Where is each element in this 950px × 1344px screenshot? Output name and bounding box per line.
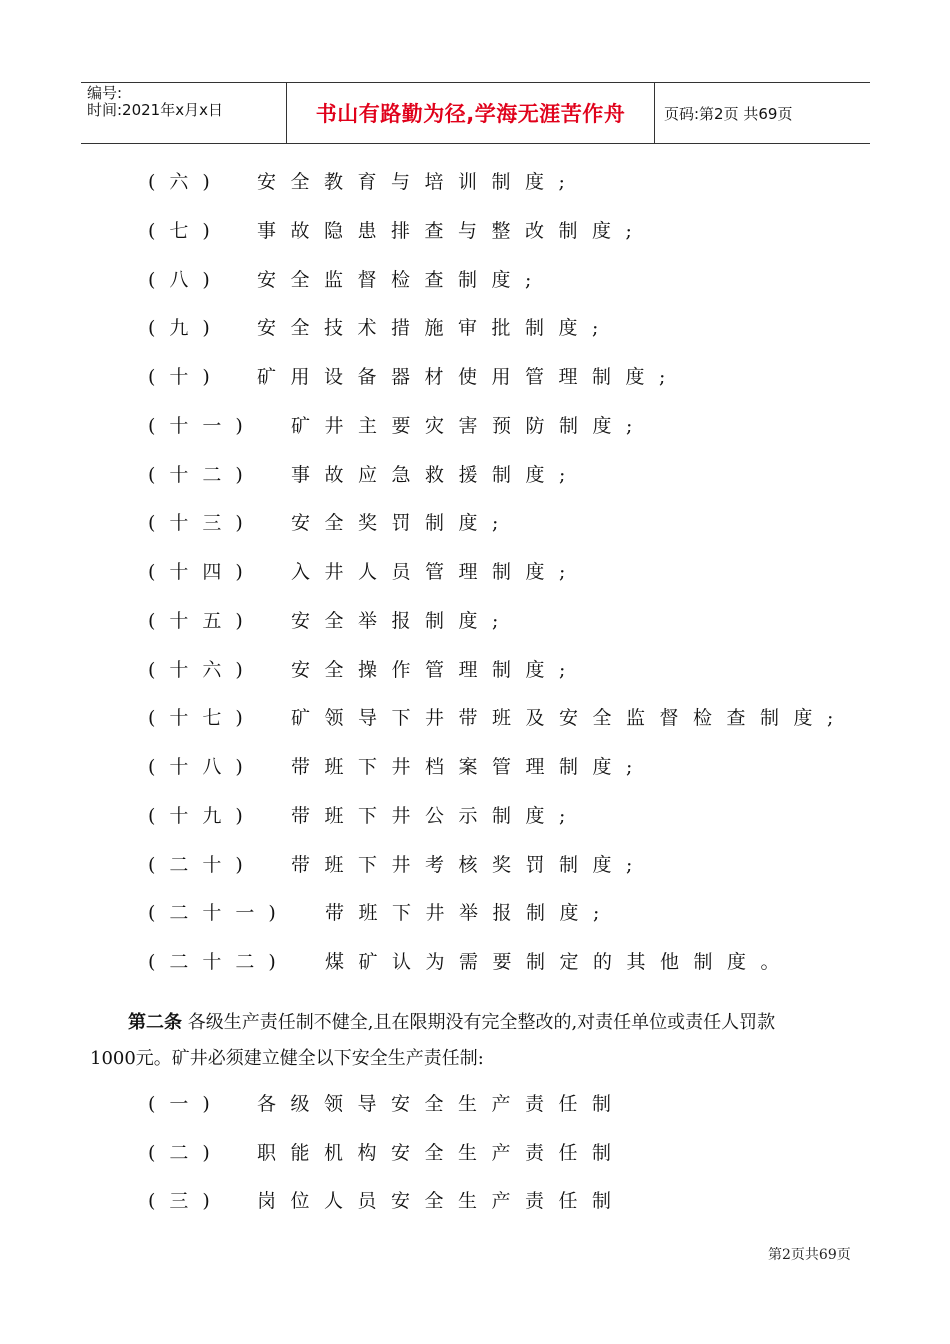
item-number: (二十一) [148, 902, 290, 924]
item-text: 安全教育与培训制度; [257, 171, 580, 193]
article-text-line2: 1000元。矿井必须建立健全以下安全生产责任制: [90, 1048, 484, 1069]
header-info [87, 85, 287, 119]
serial-label: 编号: [87, 84, 123, 102]
item-text: 各级领导安全生产责任制 [257, 1093, 626, 1115]
item-number: (三) [148, 1190, 224, 1212]
item-text: 煤矿认为需要制定的其他制度。 [325, 951, 795, 973]
item-text: 矿用设备器材使用管理制度; [257, 366, 680, 388]
item-number: (二) [148, 1142, 224, 1164]
article-paragraph [90, 1005, 865, 1077]
item-number: (二十) [148, 854, 257, 876]
header-divider [654, 83, 655, 143]
page-header [81, 82, 870, 144]
item-text: 安全操作管理制度; [291, 659, 580, 681]
item-text: 事故隐患排查与整改制度; [257, 220, 647, 242]
item-text: 矿井主要灾害预防制度; [291, 415, 647, 437]
article-text-line1: 各级生产责任制不健全,且在限期没有完全整改的,对责任单位或责任人罚款 [187, 1012, 776, 1033]
item-text: 事故应急救援制度; [291, 464, 580, 486]
item-number: (十六) [148, 659, 257, 681]
item-text: 安全监督检查制度; [257, 269, 546, 291]
item-number: (九) [148, 317, 224, 339]
item-text: 矿领导下井带班及安全监督检查制度; [291, 707, 848, 729]
item-text: 带班下井考核奖罚制度; [291, 854, 647, 876]
item-number: (十五) [148, 610, 257, 632]
item-text: 职能机构安全生产责任制 [257, 1142, 626, 1164]
item-text: 岗位人员安全生产责任制 [257, 1190, 626, 1212]
item-text: 带班下井公示制度; [291, 805, 580, 827]
item-number: (十) [148, 366, 224, 388]
item-number: (八) [148, 269, 224, 291]
item-number: (十七) [148, 707, 257, 729]
item-number: (一) [148, 1093, 224, 1115]
item-text: 入井人员管理制度; [291, 561, 580, 583]
item-text: 带班下井档案管理制度; [291, 756, 647, 778]
item-number: (七) [148, 220, 224, 242]
item-number: (二十二) [148, 951, 290, 973]
item-text: 安全奖罚制度; [291, 512, 513, 534]
item-number: (十四) [148, 561, 257, 583]
header-motto: 书山有路勤为径,学海无涯苦作舟 [315, 102, 626, 126]
item-text: 安全举报制度; [291, 610, 513, 632]
item-number: (十一) [148, 415, 257, 437]
item-number: (十三) [148, 512, 257, 534]
item-number: (十九) [148, 805, 257, 827]
header-page-code: 页码:第2页 共69页 [664, 104, 793, 123]
item-text: 带班下井举报制度; [325, 902, 614, 924]
item-text: 安全技术措施审批制度; [257, 317, 613, 339]
article-title: 第二条 [128, 1012, 182, 1033]
page-footer: 第2页共69页 [768, 1247, 851, 1263]
item-number: (十八) [148, 756, 257, 778]
time-label: 时间:2021年x月x日 [87, 101, 223, 119]
item-number: (六) [148, 171, 224, 193]
item-number: (十二) [148, 464, 257, 486]
